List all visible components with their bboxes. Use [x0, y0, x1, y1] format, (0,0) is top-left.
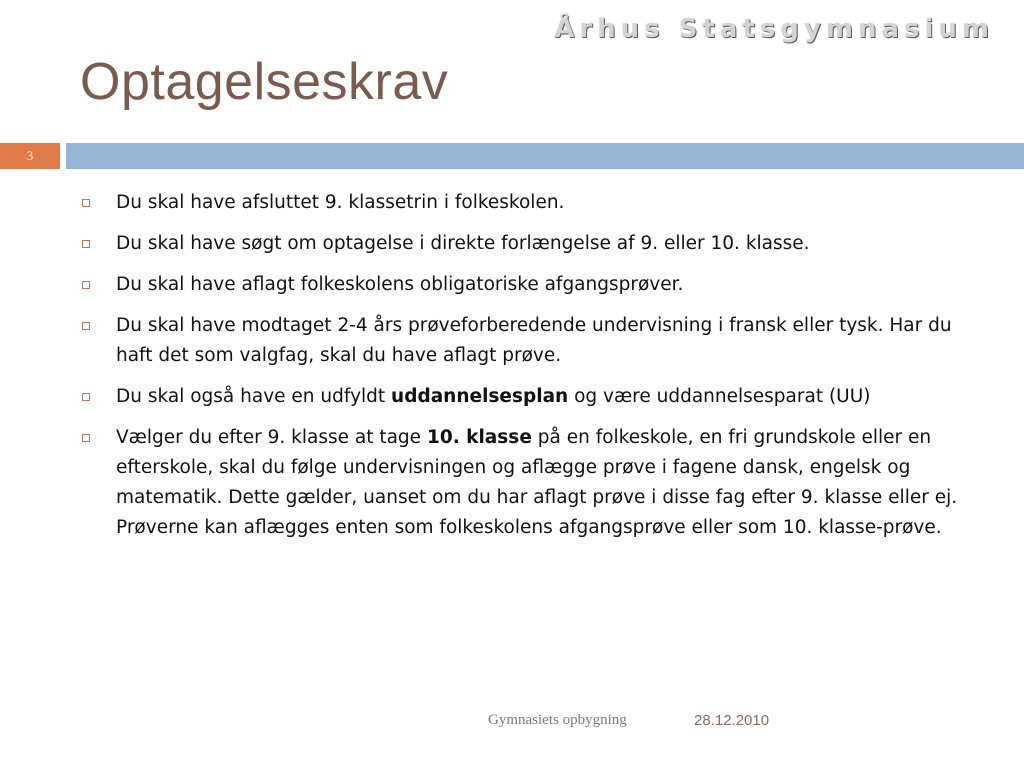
square-bullet-icon — [82, 199, 90, 207]
school-logo: Århus Statsgymnasium — [554, 14, 994, 44]
header-divider-bar — [66, 143, 1024, 169]
bullet-item — [80, 311, 980, 371]
square-bullet-icon — [82, 281, 90, 289]
bullet-text-end: på en folkeskole, en fri grundskole eller en efterskole, skal du følge undervisningen og aflægge prøve i fagene dansk, engelsk og matematik. Dette gælder, uanset om du har aflagt prøve i disse fag efter 9. klasse eller ej. Prøverne kan aflægges enten som folkeskolens afgangsprøve eller som 10. klasse-prøve. — [116, 427, 958, 538]
footer-date: 28.12.2010 — [694, 712, 770, 729]
square-bullet-icon — [82, 240, 90, 248]
bullet-item — [80, 188, 980, 218]
slide-number: 3 — [0, 143, 60, 169]
square-bullet-icon — [82, 434, 90, 442]
bullet-text: Du skal have aflagt folkeskolens obligatoriske afgangsprøver. — [116, 274, 684, 295]
bullet-text: Du skal have afsluttet 9. klassetrin i folkeskolen. — [116, 192, 565, 213]
bullet-text: Du skal også have en udfyldt — [116, 386, 392, 407]
bullet-list — [80, 188, 980, 554]
square-bullet-icon — [82, 322, 90, 330]
bullet-item — [80, 229, 980, 259]
bullet-item — [80, 423, 980, 543]
bullet-text-end: og være uddannelsesparat (UU) — [568, 386, 871, 407]
bullet-item — [80, 270, 980, 300]
bullet-text: Vælger du efter 9. klasse at tage — [116, 427, 427, 448]
bullet-bold-text: 10. klasse — [426, 427, 532, 448]
bullet-text: Du skal have søgt om optagelse i direkte forlængelse af 9. eller 10. klasse. — [116, 233, 810, 254]
footer-text: Gymnasiets opbygning — [488, 712, 627, 728]
bullet-text: Du skal have modtaget 2-4 års prøveforberedende undervisning i fransk eller tysk. Har du haft det som valgfag, skal du have aflagt prøve. — [116, 315, 952, 366]
bullet-bold-text: uddannelsesplan — [391, 386, 569, 407]
square-bullet-icon — [82, 393, 90, 401]
slide-title: Optagelseskrav — [80, 53, 449, 111]
bullet-item — [80, 382, 980, 412]
